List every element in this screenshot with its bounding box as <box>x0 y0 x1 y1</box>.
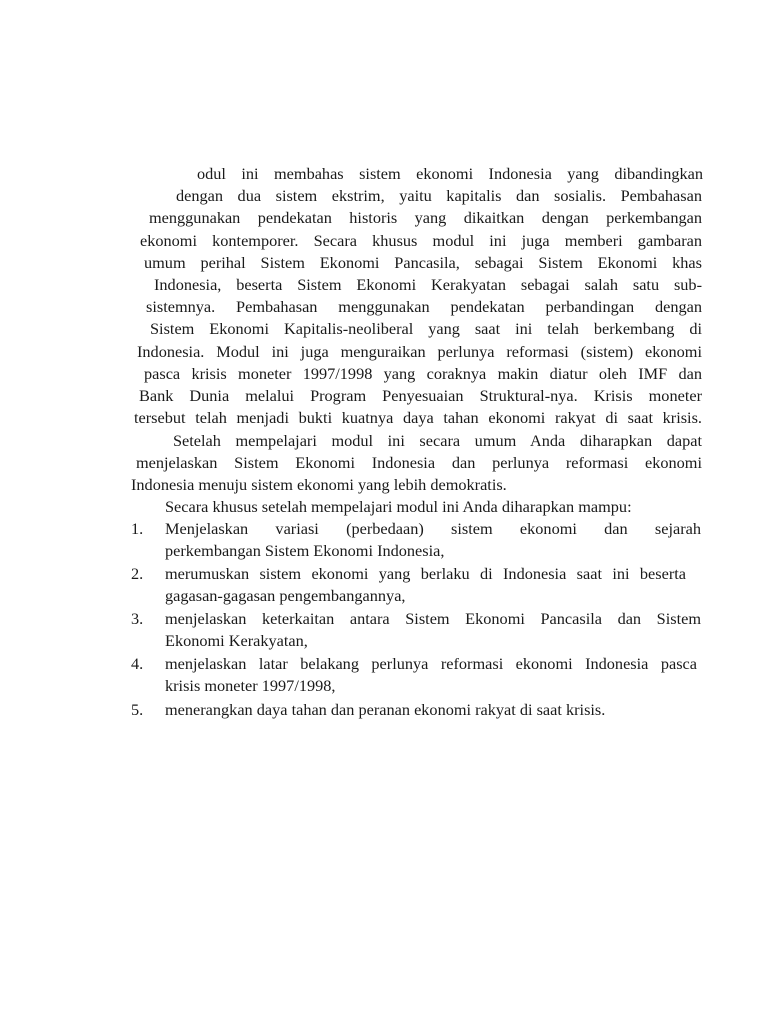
paragraph2-line-3: Indonesia menuju sistem ekonomi yang lebih demokratis. <box>131 475 507 494</box>
intro-line-6: Indonesia, beserta Sistem Ekonomi Kerakyatan sebagai salah satu sub- <box>154 275 702 294</box>
objective-3-line-1: menjelaskan keterkaitan antara Sistem Ekonomi Pancasila dan Sistem <box>165 609 701 628</box>
objective-3-line-2: Ekonomi Kerakyatan, <box>165 631 308 650</box>
intro-line-10: pasca krisis moneter 1997/1998 yang coraknya makin diatur oleh IMF dan <box>144 364 702 383</box>
objective-1-number: 1. <box>131 519 144 538</box>
intro-line-5: umum perihal Sistem Ekonomi Pancasila, sebagai Sistem Ekonomi khas <box>144 253 702 272</box>
objective-4-number: 4. <box>131 654 144 673</box>
intro-line-4: ekonomi kontemporer. Secara khusus modul ini juga memberi gambaran <box>140 231 702 250</box>
intro-line-11: Bank Dunia melalui Program Penyesuaian Struktural-nya. Krisis moneter <box>139 386 702 405</box>
paragraph2-line-1: Setelah mempelajari modul ini secara umum Anda diharapkan dapat <box>173 431 702 450</box>
intro-line-12: tersebut telah menjadi bukti kuatnya daya tahan ekonomi rakyat di saat krisis. <box>134 408 702 427</box>
objective-4-line-2: krisis moneter 1997/1998, <box>165 676 336 695</box>
intro-line-2: dengan dua sistem ekstrim, yaitu kapitalis dan sosialis. Pembahasan <box>176 186 702 205</box>
intro-line-1: odul ini membahas sistem ekonomi Indonesia yang dibandingkan <box>197 164 703 183</box>
objective-5-number: 5. <box>131 700 144 719</box>
paragraph2-line-2: menjelaskan Sistem Ekonomi Indonesia dan perlunya reformasi ekonomi <box>136 453 702 472</box>
intro-line-8: Sistem Ekonomi Kapitalis-neoliberal yang saat ini telah berkembang di <box>150 319 702 338</box>
intro-line-9: Indonesia. Modul ini juga menguraikan perlunya reformasi (sistem) ekonomi <box>137 342 702 361</box>
objective-3-number: 3. <box>131 609 144 628</box>
objectives-intro: Secara khusus setelah mempelajari modul ini Anda diharapkan mampu: <box>165 497 632 516</box>
objective-2-line-1: merumuskan sistem ekonomi yang berlaku di Indonesia saat ini beserta <box>165 564 686 583</box>
objective-4-line-1: menjelaskan latar belakang perlunya reformasi ekonomi Indonesia pasca <box>165 654 697 673</box>
objective-5-line-1: menerangkan daya tahan dan peranan ekonomi rakyat di saat krisis. <box>165 700 606 719</box>
objective-1-line-2: perkembangan Sistem Ekonomi Indonesia, <box>165 541 445 560</box>
objective-2-number: 2. <box>131 564 144 583</box>
objective-2-line-2: gagasan-gagasan pengembangannya, <box>165 586 406 605</box>
intro-line-7: sistemnya. Pembahasan menggunakan pendekatan perbandingan dengan <box>146 297 702 316</box>
objective-1-line-1: Menjelaskan variasi (perbedaan) sistem ekonomi dan sejarah <box>165 519 701 538</box>
intro-line-3: menggunakan pendekatan historis yang dikaitkan dengan perkembangan <box>149 208 702 227</box>
